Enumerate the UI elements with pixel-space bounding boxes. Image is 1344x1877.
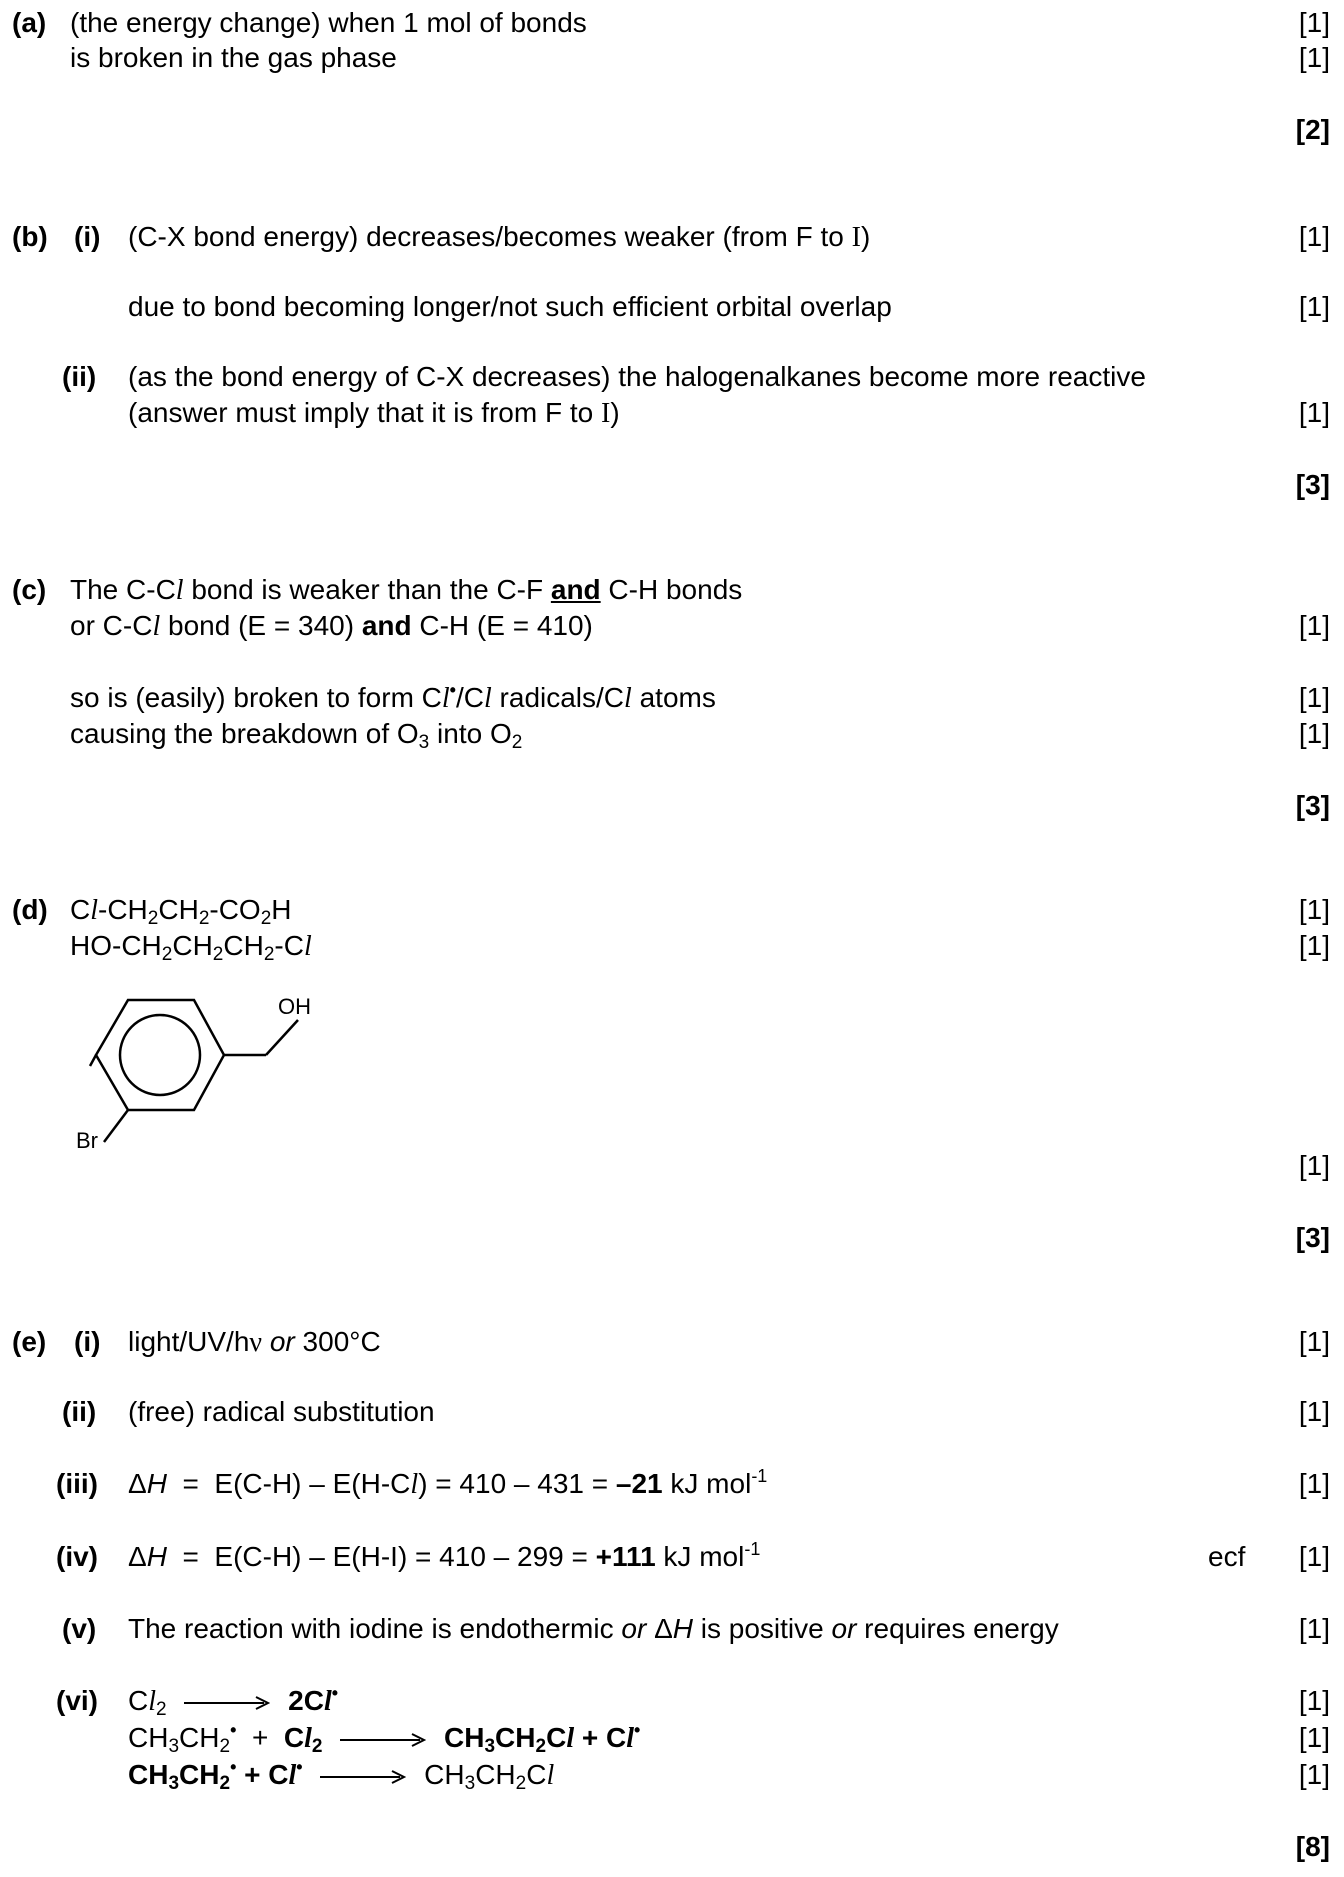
mark: [1] (1298, 1613, 1330, 1644)
text: H (146, 1468, 167, 1499)
text: CH (179, 1759, 220, 1790)
benzene-ring (96, 1000, 224, 1110)
mark: [1] (1298, 397, 1330, 428)
subscript: 3 (418, 732, 430, 753)
text: C (526, 1759, 547, 1790)
mark: [1] (1298, 894, 1330, 925)
reaction-arrow-icon (320, 1770, 406, 1784)
text: or C-C (70, 610, 153, 641)
text: so is (easily) broken to form C (70, 682, 442, 713)
chlorine-l: l (546, 1760, 555, 1791)
part-d-label: (d) (12, 894, 48, 925)
mark: [1] (1298, 1396, 1330, 1427)
mark: [1] (1298, 718, 1330, 749)
text: C-H bonds (600, 574, 743, 605)
superscript: -1 (751, 1466, 768, 1486)
part-b-ii-line-2 (128, 396, 620, 431)
text: C (283, 1722, 305, 1753)
part-b-ii-label: (ii) (62, 361, 97, 392)
nu-symbol: ν (249, 1327, 263, 1358)
subscript: 3 (464, 1773, 476, 1794)
subscript: 2 (263, 944, 275, 965)
part-c-label: (c) (12, 574, 47, 605)
part-e-iii-text (128, 1467, 767, 1502)
plus: + (251, 1722, 269, 1753)
text: + C (574, 1722, 627, 1753)
text: CH (495, 1722, 536, 1753)
iodine-symbol: I (601, 398, 611, 429)
subscript: 2 (515, 1773, 527, 1794)
text: CH (444, 1722, 485, 1753)
chlorine-l: l (410, 1469, 419, 1500)
part-b-label: (b) (12, 221, 48, 252)
bromobenzyl-alcohol-structure (76, 990, 336, 1150)
text: H (146, 1541, 167, 1572)
subscript: 2 (219, 1773, 231, 1794)
text: C (546, 1722, 567, 1753)
subscript: 2 (260, 908, 272, 929)
subscript: 2 (147, 908, 159, 929)
text: C (128, 1685, 149, 1716)
mark: [1] (1298, 1150, 1330, 1181)
mark: [1] (1298, 291, 1330, 322)
total-mark-d: [3] (1295, 1222, 1330, 1253)
part-e-label: (e) (12, 1326, 47, 1357)
equation-2 (128, 1721, 640, 1756)
chlorine-l: l (441, 683, 450, 714)
chlorine-l: l (303, 931, 312, 962)
text: kJ mol (662, 1468, 752, 1499)
part-c-line-3 (70, 681, 716, 716)
text: light/UV/h (128, 1326, 250, 1357)
text: ) = 410 – 431 = (418, 1468, 616, 1499)
part-e-i-label: (i) (74, 1326, 101, 1357)
mark: [1] (1298, 610, 1330, 641)
text: -CH (98, 894, 148, 925)
text: CH (424, 1759, 465, 1790)
text: bond is weaker than the C-F (183, 574, 551, 605)
part-a-text-1: (the energy change) when 1 mol of bonds (70, 7, 587, 38)
text: or (621, 1613, 647, 1644)
text: (C-X bond energy) decreases/becomes weaker (from F to (128, 221, 852, 252)
part-e-ii-text: (free) radical substitution (128, 1396, 435, 1427)
text: The reaction with iodine is endothermic (128, 1613, 622, 1644)
subscript: 2 (156, 1699, 167, 1720)
mark: [1] (1298, 1326, 1330, 1357)
equation-1 (128, 1684, 338, 1719)
mark: [1] (1298, 1468, 1330, 1499)
text: 300°C (294, 1326, 381, 1357)
mark: [1] (1298, 7, 1330, 38)
text: C-H (E = 410) (411, 610, 593, 641)
part-d-line-2 (70, 929, 312, 964)
subscript: 2 (535, 1736, 547, 1757)
ecf-note: ecf (1208, 1541, 1246, 1572)
text: is positive (693, 1613, 832, 1644)
text: into O (429, 718, 512, 749)
part-b-ii-line-1: (as the bond energy of C-X decreases) the halogenalkanes become more reactive (128, 361, 1146, 392)
text: requires energy (856, 1613, 1059, 1644)
radical-dot: • (634, 1720, 641, 1740)
part-e-v-text (128, 1612, 1059, 1646)
delta-symbol: Δ (654, 1613, 673, 1644)
text: radicals/C (491, 682, 625, 713)
subscript: 2 (511, 732, 523, 753)
text: The C-C (70, 574, 176, 605)
text: CH (475, 1759, 516, 1790)
text: bond (E = 340) (160, 610, 362, 641)
part-e-iii-label: (iii) (56, 1468, 98, 1499)
text: or (831, 1613, 857, 1644)
total-mark-e: [8] (1295, 1831, 1330, 1862)
subscript: 3 (168, 1773, 180, 1794)
text: CH (223, 930, 264, 961)
text: CH (128, 1759, 169, 1790)
text: ) (860, 221, 871, 252)
subscript: 2 (219, 1736, 231, 1757)
part-b-i-line-1 (128, 220, 870, 255)
text: -CO (209, 894, 261, 925)
chlorine-l: l (626, 1723, 635, 1754)
part-e-iv-text (128, 1540, 760, 1574)
mark: [1] (1298, 1759, 1330, 1790)
chlorine-l: l (483, 683, 492, 714)
text: -C (274, 930, 304, 961)
subscript: 3 (168, 1736, 180, 1757)
chlorine-l: l (304, 1723, 312, 1754)
text: C (70, 894, 91, 925)
total-mark-a: [2] (1295, 114, 1330, 145)
part-e-iv-label: (iv) (56, 1541, 98, 1572)
text: /C (455, 682, 484, 713)
c-br-bond (104, 1110, 128, 1142)
text: atoms (631, 682, 716, 713)
text: or (269, 1326, 295, 1357)
radical-dot: • (449, 680, 456, 700)
subscript: 3 (484, 1736, 496, 1757)
c-o-bond (266, 1020, 298, 1055)
part-e-vi-label: (vi) (56, 1685, 98, 1716)
text: HO-CH (70, 930, 162, 961)
subscript: 2 (311, 1736, 323, 1757)
text: CH (158, 894, 199, 925)
text: = E(C-H) – E(H-C (166, 1468, 411, 1499)
reaction-arrow-icon (340, 1733, 426, 1747)
part-c-line-4 (70, 717, 522, 751)
mark: [1] (1298, 42, 1330, 73)
chlorine-l: l (566, 1723, 575, 1754)
equation-3 (128, 1758, 554, 1793)
part-e-ii-label: (ii) (62, 1396, 97, 1427)
emphasis-and: and (550, 574, 601, 605)
chlorine-l: l (624, 683, 632, 714)
value: –21 (615, 1468, 663, 1499)
part-c-line-1 (70, 573, 742, 608)
chlorine-l: l (148, 1686, 157, 1717)
text: ) (610, 397, 620, 428)
radical-dot: • (331, 1683, 339, 1703)
bromine-label: Br (76, 1128, 98, 1150)
text: 2C (288, 1685, 324, 1716)
total-mark-c: [3] (1295, 790, 1330, 821)
part-a-line-1 (12, 6, 587, 40)
subscript: 2 (161, 944, 173, 965)
text: CH (172, 930, 213, 961)
part-a-label: (a) (12, 7, 47, 38)
text: causing the breakdown of O (70, 718, 419, 749)
text: H (271, 894, 292, 925)
reaction-arrow-icon (184, 1696, 270, 1710)
mark: [1] (1298, 1722, 1330, 1753)
mark: [1] (1298, 682, 1330, 713)
text: (answer must imply that it is from F to (128, 397, 601, 428)
text: H (672, 1613, 693, 1644)
delta-symbol: Δ (128, 1541, 147, 1572)
part-b-i-line-2: due to bond becoming longer/not such efficient orbital overlap (128, 291, 892, 322)
subscript: 2 (212, 944, 224, 965)
mark: [1] (1298, 930, 1330, 961)
part-a-text-2: is broken in the gas phase (70, 42, 397, 73)
chlorine-l: l (152, 611, 161, 642)
chlorine-l: l (323, 1686, 332, 1717)
part-d-line-1 (70, 893, 292, 928)
mark: [1] (1298, 221, 1330, 252)
radical-dot: • (230, 1720, 237, 1740)
delta-symbol: Δ (128, 1468, 147, 1499)
text: kJ mol (655, 1541, 745, 1572)
text: = E(C-H) – E(H-I) = 410 – 299 = (166, 1541, 596, 1572)
text: + C (236, 1759, 289, 1790)
emphasis-and: and (361, 610, 412, 641)
chlorine-l: l (175, 575, 184, 606)
iodine-symbol: I (851, 222, 861, 253)
radical-dot: • (296, 1757, 303, 1777)
part-b-i-label: (i) (74, 221, 101, 252)
text: CH (179, 1722, 220, 1753)
part-c-line-2 (70, 609, 593, 644)
part-e-i-text (128, 1325, 381, 1360)
chlorine-l: l (90, 895, 99, 926)
subscript: 2 (198, 908, 210, 929)
aromatic-circle (120, 1015, 200, 1095)
mark: [1] (1298, 1685, 1330, 1716)
hydroxyl-label: OH (278, 994, 311, 1019)
mark: [1] (1298, 1541, 1330, 1572)
part-e-v-label: (v) (62, 1613, 97, 1644)
superscript: -1 (744, 1539, 761, 1559)
chlorine-l: l (288, 1760, 297, 1791)
value: +111 (595, 1541, 656, 1572)
total-mark-b: [3] (1295, 469, 1330, 500)
ring-bond-stub (90, 1055, 96, 1066)
radical-dot: • (230, 1757, 237, 1777)
text: CH (128, 1722, 169, 1753)
